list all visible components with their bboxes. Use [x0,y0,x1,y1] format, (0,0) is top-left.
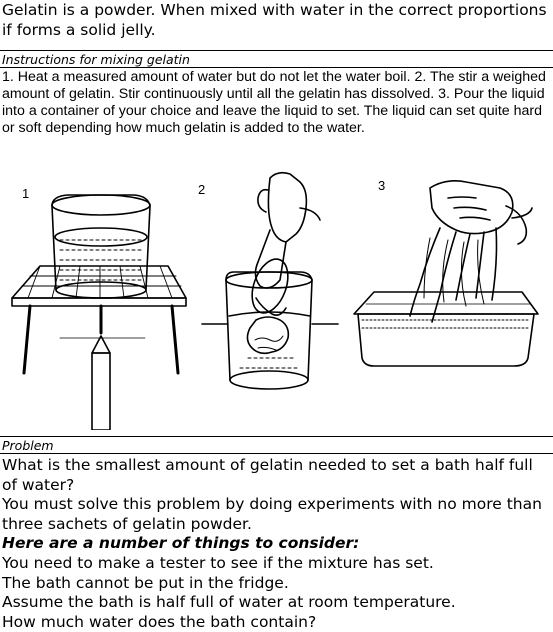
problem-label: Problem [2,438,54,453]
problem-section [2,456,550,632]
consider-heading: Here are a number of things to consider: [2,534,360,553]
divider [0,436,553,437]
intro-text: Gelatin is a powder. When mixed with water in the correct proportions if forms a solid jelly. [2,1,547,39]
instructions-label: Instructions for mixing gelatin [2,52,190,67]
gelatin-steps-illustration [0,168,553,430]
step-label-1: 1 [22,186,30,201]
divider [0,453,553,454]
problem-question: What is the smallest amount of gelatin needed to set a bath half full of water? [2,456,533,494]
divider [0,67,553,68]
stirring-gelatin-drawing [202,173,338,389]
beaker-on-tripod-drawing [12,195,186,430]
consideration-item: You need to make a tester to see if the mixture has set. [2,553,434,572]
step-label-2: 2 [198,182,206,197]
problem-constraint: You must solve this problem by doing experiments with no more than three sachets of gelatin powder. [2,495,542,533]
step-label-3: 3 [378,178,386,193]
consideration-item: How much water does the bath contain? [2,612,317,631]
consideration-item: Assume the bath is half full of water at room temperature. [2,593,456,612]
setting-gelatin-drawing [354,181,538,366]
instructions-text: 1. Heat a measured amount of water but do not let the water boil. 2. The stir a weighed amount of gelatin. Stir continuously until all the gelatin has dissolved. 3. Pour the liquid into a container of your choice and leave the liquid to set. The liquid can set quite hard or soft depending how much gelatin is added to the water. [2,69,546,136]
divider [0,50,553,51]
consideration-item: The bath cannot be put in the fridge. [2,573,289,592]
